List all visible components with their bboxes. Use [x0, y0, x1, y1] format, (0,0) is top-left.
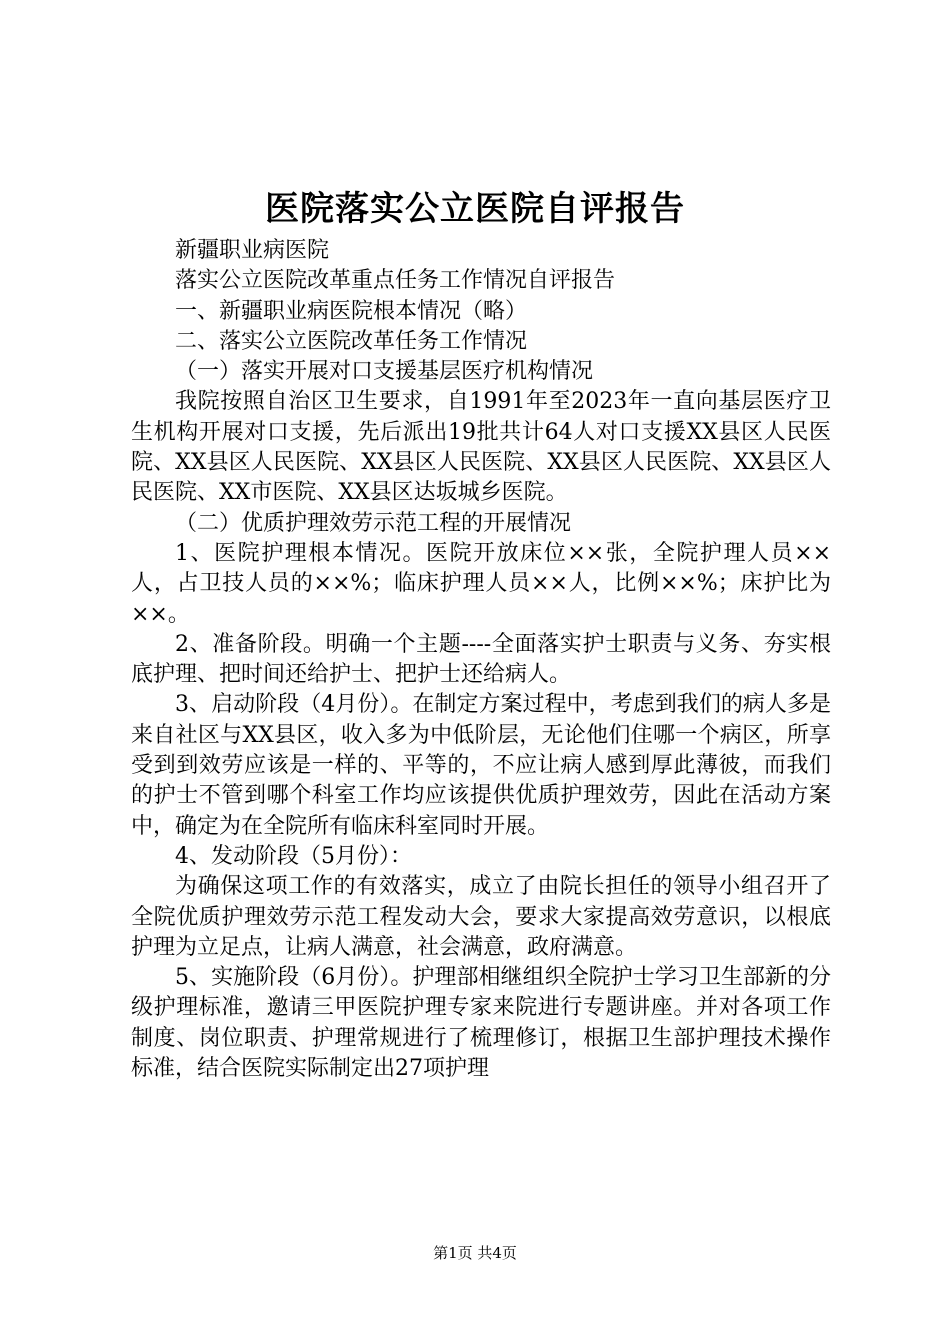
paragraph-nursing-basics: 1、医院护理根本情况。医院开放床位××张，全院护理人员××人，占卫技人员的××%；临床护理人员××人，比例××%；床护比为××。 [131, 540, 831, 627]
paragraph-mobilization-details: 为确保这项工作的有效落实，成立了由院长担任的领导小组召开了全院优质护理效劳示范工程发动大会，要求大家提高效劳意识，以根底护理为立足点，让病人满意，社会满意，政府满意。 [131, 874, 831, 960]
document-title: 医院落实公立医院自评报告 [265, 189, 685, 229]
heading-subsection-1: （一）落实开展对口支援基层医疗机构情况 [175, 359, 594, 385]
heading-section-1: 一、新疆职业病医院根本情况（略） [175, 298, 528, 324]
paragraph-preparation-stage: 2、准备阶段。明确一个主题----全面落实护士职责与义务、夯实根底护理、把时间还给护士、把护士还给病人。 [131, 631, 831, 688]
page-footer: 第1页 共4页 [433, 1244, 517, 1262]
paragraph-report-subtitle: 落实公立医院改革重点任务工作情况自评报告 [175, 268, 616, 294]
paragraph-support-details: 我院按照自治区卫生要求，自1991年至2023年一直向基层医疗卫生机构开展对口支援，先后派出19批共计64人对口支援XX县区人民医院、XX县区人民医院、XX县区人民医院、XX县区人民医院、XX县区人民医院、XX市医院、XX县区达坂城乡医院。 [131, 389, 831, 506]
heading-section-2: 二、落实公立医院改革任务工作情况 [175, 328, 528, 354]
paragraph-launch-stage: 3、启动阶段（4月份）。在制定方案过程中，考虑到我们的病人多是来自社区与XX县区，收入多为中低阶层，无论他们住哪一个病区，所享受到到效劳应该是一样的、平等的，不应让病人感到厚此薄彼，而我们的护士不管到哪个科室工作均应该提供优质护理效劳，因此在活动方案中，确定为在全院所有临床科室同时开展。 [131, 692, 831, 839]
paragraph-implementation-stage: 5、实施阶段（6月份）。护理部相继组织全院护士学习卫生部新的分级护理标准，邀请三甲医院护理专家来院进行专题讲座。并对各项工作制度、岗位职责、护理常规进行了梳理修订，根据卫生部护理技术操作标准，结合医院实际制定出27项护理 [131, 965, 831, 1082]
paragraph-hospital-name: 新疆职业病医院 [175, 238, 330, 263]
document-body [131, 236, 831, 1084]
paragraph-mobilization-stage-heading: 4、发动阶段（5月份）： [175, 843, 412, 869]
heading-subsection-2: （二）优质护理效劳示范工程的开展情况 [175, 510, 572, 536]
